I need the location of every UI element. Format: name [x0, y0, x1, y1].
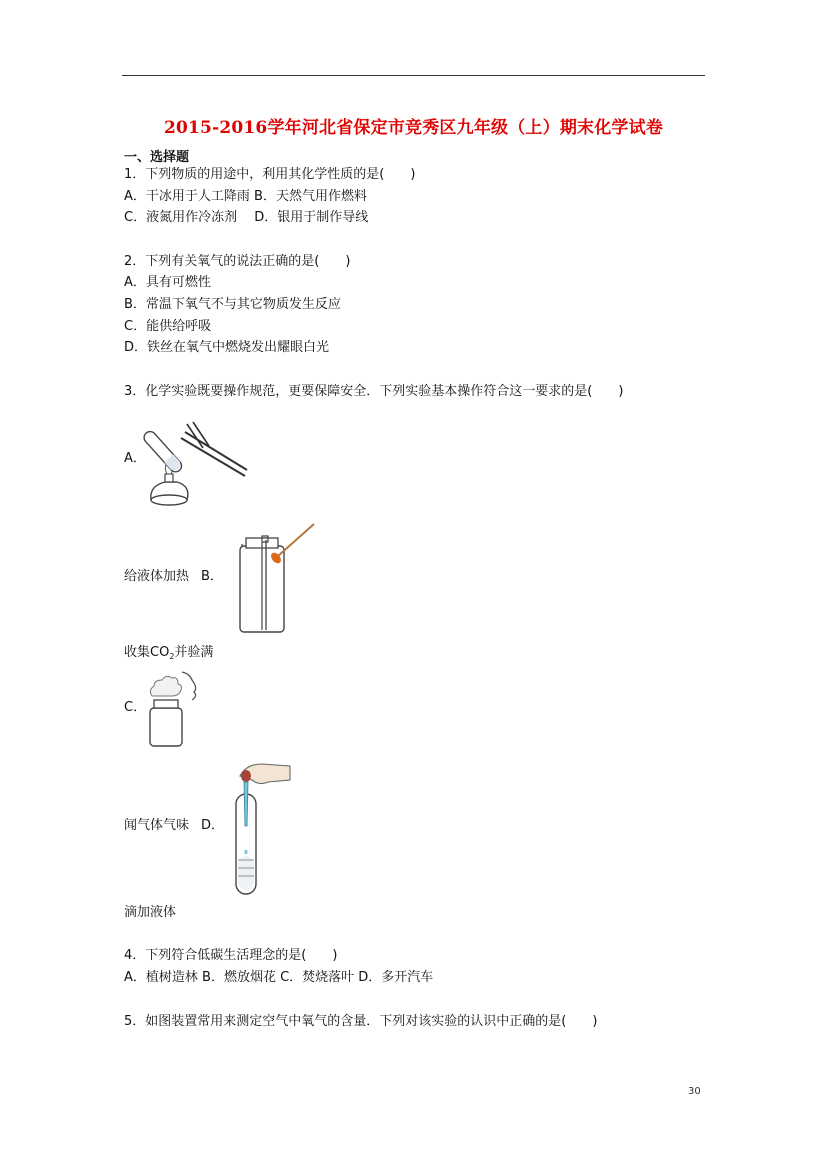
q3-b-caption-sub: 2 [169, 652, 175, 661]
q3-option-a-caption [124, 569, 223, 585]
q1-stem: 1．下列物质的用途中，利用其化学性质的是( ) [124, 167, 416, 182]
q3-stem: 3．化学实验既要操作规范，更要保障安全．下列实验基本操作符合这一要求的是( ) [124, 384, 624, 399]
heating-liquid-figure [143, 412, 249, 510]
q1-options-row2: C．液氮用作冷冻剂 D．银用于制作导线 [124, 210, 369, 225]
header-rule [122, 75, 705, 76]
q3-option-a-label: A． [124, 451, 146, 466]
co2-collection-figure [232, 520, 318, 634]
q2-option-c: C．能供给呼吸 [124, 319, 212, 334]
q5-stem: 5．如图装置常用来测定空气中氧气的含量．下列对该实验的认识中正确的是( ) [124, 1014, 598, 1029]
q2-option-d: D．铁丝在氧气中燃烧发出耀眼白光 [124, 340, 330, 355]
dropping-liquid-figure [232, 756, 294, 896]
page-number: 30 [688, 1086, 701, 1097]
section-heading: 一、选择题 [124, 150, 190, 165]
q1-options-row1: A．干冰用于人工降雨 B．天然气用作燃料 [124, 189, 367, 204]
q2-option-a: A．具有可燃性 [124, 275, 211, 290]
q3-option-d-caption: 滴加液体 [124, 905, 177, 920]
q3-b-caption-pre: 收集CO [124, 645, 170, 660]
q2-stem: 2．下列有关氧气的说法正确的是( ) [124, 254, 351, 269]
q4-stem: 4．下列符合低碳生活理念的是( ) [124, 948, 338, 963]
q3-option-d-label: D． [201, 818, 225, 833]
q3-a-caption-text: 给液体加热 [124, 569, 190, 584]
smelling-gas-figure [142, 666, 204, 750]
q3-option-c-caption [124, 818, 224, 834]
q4-options-row: A．植树造林 B．燃放烟花 C．焚烧落叶 D．多开汽车 [124, 970, 434, 985]
q3-c-caption-text: 闻气体气味 [124, 818, 190, 833]
q3-option-c-label: C． [124, 700, 147, 715]
exam-title: 2015-2016学年河北省保定市竞秀区九年级（上）期末化学试卷 [163, 118, 664, 138]
q2-option-b: B．常温下氧气不与其它物质发生反应 [124, 297, 341, 312]
q3-b-caption-post: 并验满 [174, 645, 214, 660]
q3-option-b-label: B． [201, 569, 223, 584]
q3-option-b-caption [124, 645, 213, 665]
